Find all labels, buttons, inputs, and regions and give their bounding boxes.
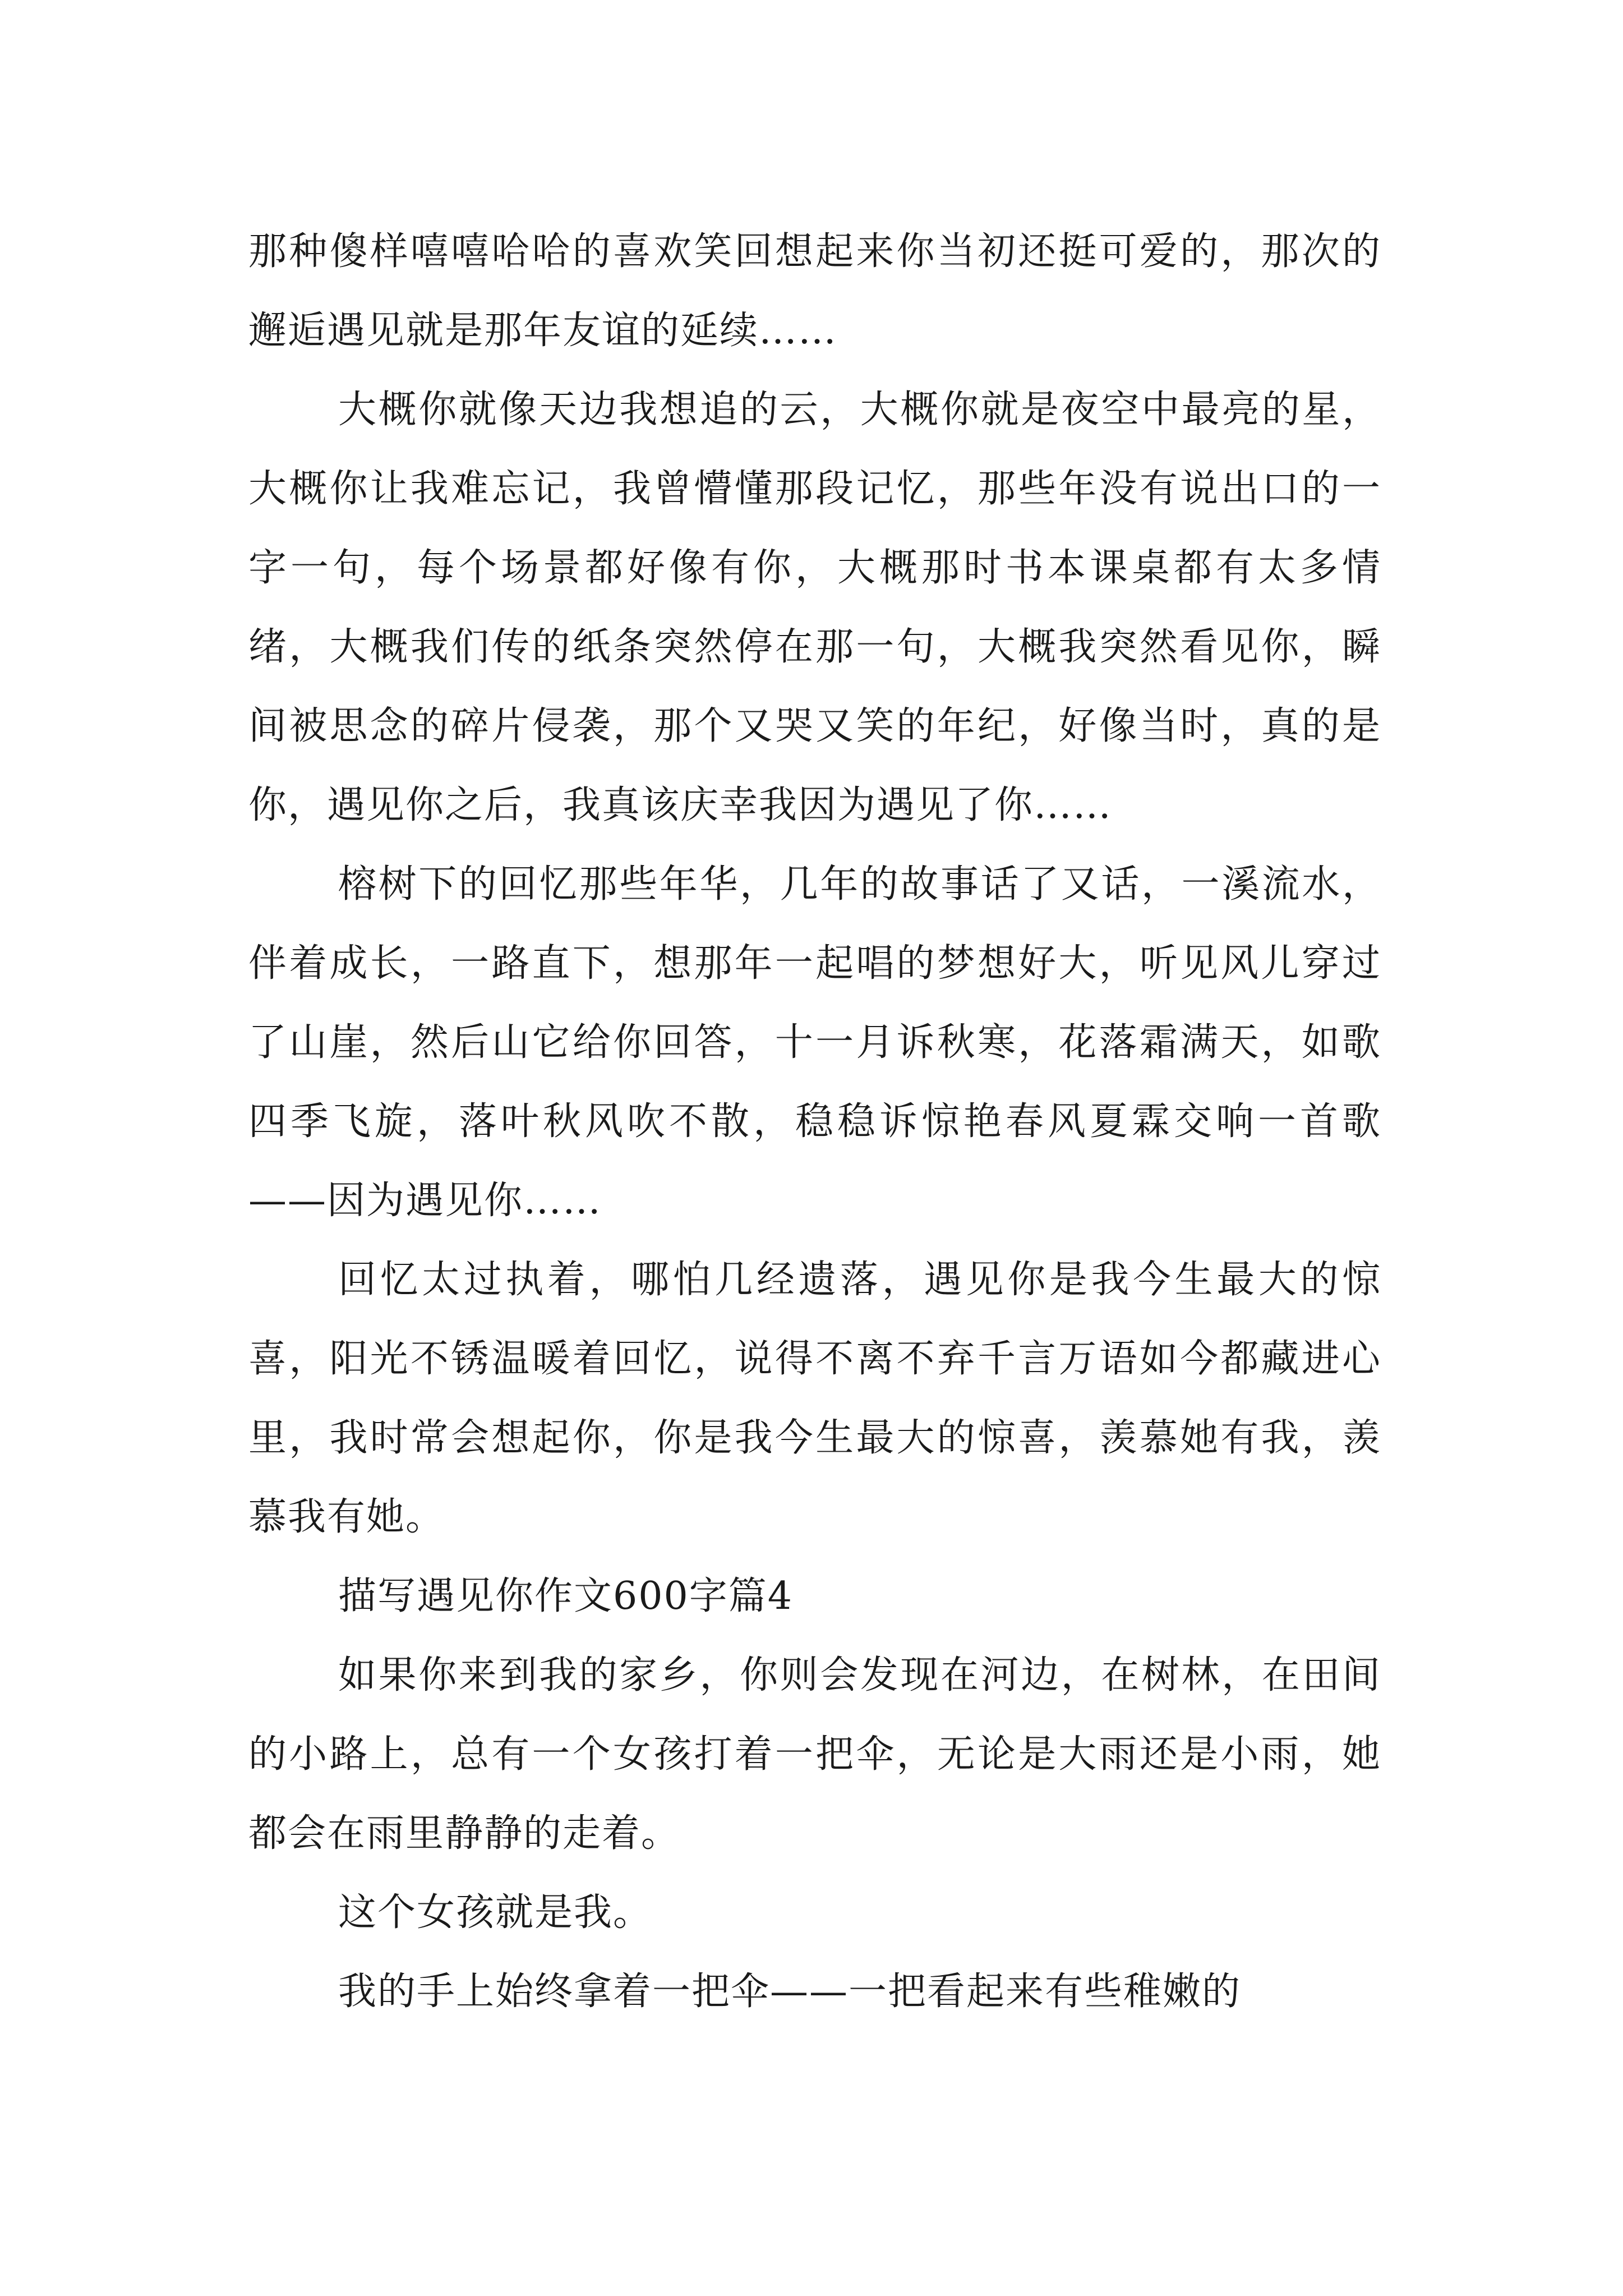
paragraph-continuation: 那种傻样嘻嘻哈哈的喜欢笑回想起来你当初还挺可爱的，那次的邂逅遇见就是那年友谊的延续…… (248, 229, 1381, 353)
paragraph: 如果你来到我的家乡，你则会发现在河边，在树林，在田间的小路上，总有一个女孩打着一把伞，无论是大雨还是小雨，她都会在雨里静静的走着。 (248, 1653, 1381, 1856)
paragraph: 这个女孩就是我。 (338, 1890, 653, 1935)
paragraph: 榕树下的回忆那些年华，几年的故事话了又话，一溪流水，伴着成长，一路直下，想那年一起唱的梦想好大，听见风儿穿过了山崖，然后山它给你回答，十一月诉秋寒，花落霜满天，如歌四季飞旋，落叶秋风吹不散，稳稳诉惊艳春风夏霖交响一首歌——因为遇见你…… (248, 862, 1381, 1223)
document-body (248, 212, 1381, 2031)
paragraph: 我的手上始终拿着一把伞——一把看起来有些稚嫩的 (338, 1970, 1242, 2014)
section-heading: 描写遇见你作文600字篇4 (338, 1574, 794, 1618)
paragraph: 回忆太过执着，哪怕几经遗落，遇见你是我今生最大的惊喜，阳光不锈温暖着回忆，说得不离不弃千言万语如今都藏进心里，我时常会想起你，你是我今生最大的惊喜，羡慕她有我，羡慕我有她。 (248, 1258, 1381, 1539)
paragraph: 大概你就像天边我想追的云，大概你就是夜空中最亮的星，大概你让我难忘记，我曾懵懂那段记忆，那些年没有说出口的一字一句，每个场景都好像有你，大概那时书本课桌都有太多情绪，大概我们传的纸条突然停在那一句，大概我突然看见你，瞬间被思念的碎片侵袭，那个又哭又笑的年纪，好像当时，真的是你，遇见你之后，我真该庆幸我因为遇见了你…… (248, 388, 1381, 827)
